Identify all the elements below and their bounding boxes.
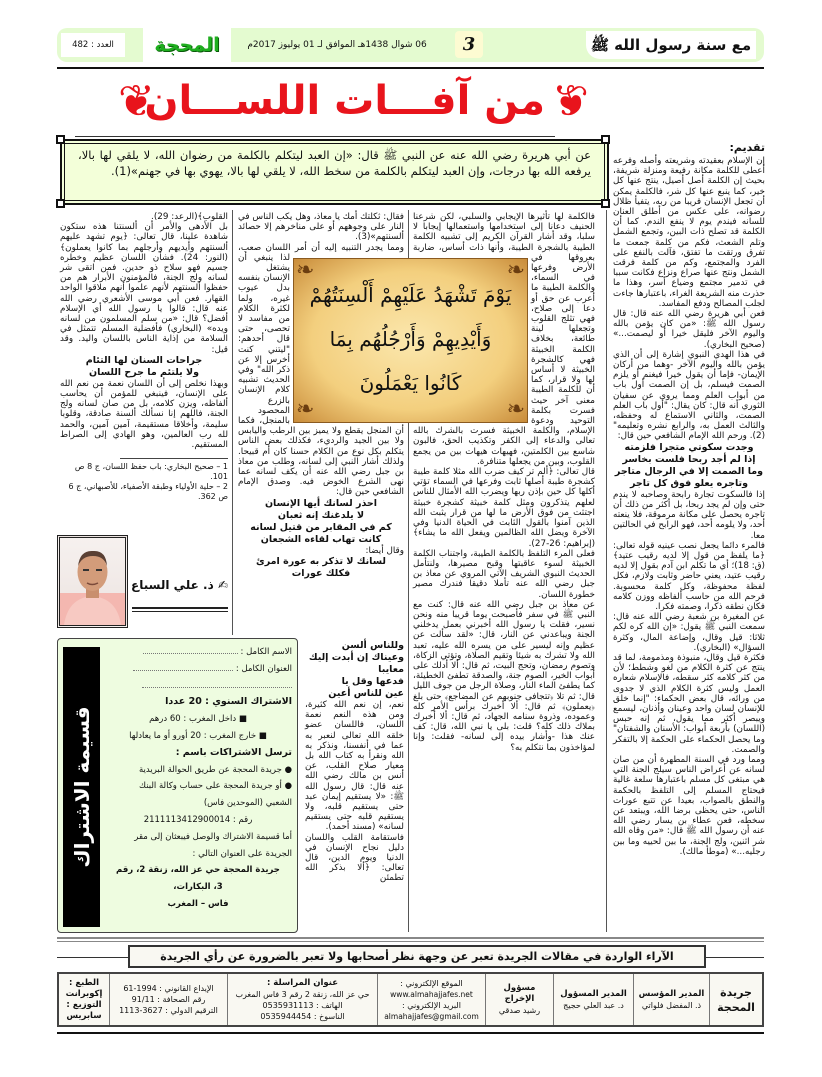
verse: كانت تهاب لقاءه الشجعان xyxy=(260,533,382,545)
poem xyxy=(60,355,228,379)
poem xyxy=(305,640,404,700)
value: الترقيم الدولي : 3627-1113 xyxy=(119,1006,218,1015)
column-divider xyxy=(232,210,233,635)
author-photo xyxy=(57,535,128,628)
paragraph: عن معاذ بن جبل رضي الله عنه قال: كنت مع النبي ﷺ في سفر فأصبحت يوما قريبا منه ونحن نسير، فقلت يا رسول الله أخبرني بعمل يدخلني الجنة ويباعدني عن النار، قال: «لقد سألت عن عظيم وإنه ليسير على من يسره الله عليه، تعبد الله ولا تشرك به شيئا وتقيم الصلاة، وتؤتي الزكاة، وتصوم رمضان، وتحج البيت، ثم قال: ألا أدلك على أبواب الخير، الصوم جنة، والصدقة تطفئ الخطيئة، كما يطفئ الماء النار، وصلاة الرجل من جوف الليل قال: ثم تلا ﴿تتجافى جنوبهم عن المضاجع﴾ حتى بلغ ﴿يعملون﴾ ثم قال: ألا أخبرك برأس الأمر كله وعموده، وذروة سنامه الجهاد، ثم قال: ألا أخبرك بملاك ذلك كله؟ قلت: بلى يا نبي الله، قال: كف عنك هذا -وأشار بيده إلى لسانه- فقلت: وإنا لمؤاخذون بما نتكلم به؟ xyxy=(413,599,595,753)
pen-icon: ✍ xyxy=(213,578,228,592)
verse: عين للناس أعين xyxy=(328,688,404,699)
square-bullet-icon: ■ xyxy=(236,714,247,725)
disclaimer-notice: الآراء الواردة في مقالات الجريدة تعبر عن وجهة نظر أصحابها ولا تعبر بالضرورة عن رأي الجريدة xyxy=(128,945,706,968)
section-title: مع سنة رسول الله ﷺ xyxy=(586,31,756,59)
column-divider xyxy=(606,210,607,932)
verse: وعيناك إن أبدت إليك معايبا xyxy=(308,652,404,675)
paper-name: جريدة المحجة xyxy=(717,985,755,1014)
mail-note: أما قسيمة الاشتراك والوصل فيبعثان إلى مقر xyxy=(134,831,292,842)
address-field-line2[interactable] xyxy=(142,680,292,688)
verse: لسانك لا تذكر به عورة امرئ xyxy=(256,555,386,567)
payment-option-cont: الشعبي (الموحدين فاس) xyxy=(203,798,292,809)
mail-address: فاس – المغرب xyxy=(167,898,229,909)
section-heading: تقديم: xyxy=(729,141,765,154)
author-name-text: ذ. علي السباع xyxy=(131,578,214,592)
paragraph: القلوب﴾(الرعد: 29). xyxy=(151,212,228,222)
paragraph: ومما ورد في السنة المطهرة أن من صان لسانه عن أعراض الناس سيلج الجنة التي هي مبتغى كل مسلم باعتبارها سلعة غالية فيحتاج المسلم إلى التلفظ بالحكمة والنطق بالصواب، بعيدا عن تتبع عورات الناس، حتى يحظى برضا الله، ويبتعد عن سخطه، فعن عطاء بن يسار رضي الله عنه أن رسول الله ﷺ قال: «من وقاه الله شر اثنين، ولج الجنة، ما بين لحييه وما بين رجليه...» (موطأ مالك). xyxy=(613,754,765,857)
address-field[interactable] xyxy=(133,663,233,671)
poem xyxy=(238,498,404,546)
ornament-icon: ❧ xyxy=(296,397,315,422)
send-to-heading: ترسل الاشتراكات باسم : xyxy=(175,746,292,758)
poem xyxy=(238,556,404,580)
article-column-3-continued xyxy=(305,640,404,884)
subscription-body xyxy=(104,644,292,913)
verse: احذر لسانك أيها الإنسان xyxy=(264,497,378,509)
verse: فدعها وقل يا xyxy=(341,676,404,687)
corner-decoration xyxy=(601,135,610,144)
divider xyxy=(57,1032,764,1034)
divider xyxy=(120,458,228,459)
imprint-director xyxy=(553,974,633,1025)
quran-quote: قال تعالى: ﴿ألم تر كيف ضرب الله مثلا كلمة طيبة كشجرة طيبة أصلها ثابت وفرعها في السماء تؤتي أكلها كل حين بإذن ربها ويضرب الله الأمثال للناس لعلهم يتذكرون ومثل كلمة خبيثة كشجرة خبيثة اجتثت من فوق الأرض ما لها من قرار يثبت الله الذين آمنوا بالقول الثابت في الحياة الدنيا وفي الآخرة ويضل الله الظالمين ويفعل الله ما يشاء﴾ (إبراهيم: 26-27). xyxy=(413,467,595,549)
paragraph: فالكلمة لها تأثيرها الإيجابي والسلبي، لكن شرعنا الحنيف دعانا إلى استخدامها واستعمالها إيجابا لا سلبا، وقد أشار القرآن الكريم إلى تشبيه الكلمة الطيبة بالشجرة الطيبة، وأنها ذات أساس، ضاربة بعروقها في الأرض وفرعها في السماء، والكلمة الطيبة ما أعرب عن حق أو دعا إلى صلاح، فهي تثلج القلوب وتجعلها لينة طائعة، بخلاف الكلمة الخبيثة فهي كالشجرة الخبيثة لا أساس لها ولا قرار، كما أن للكلمة الطيبة معنى آخر حيث فسرت بكلمة التوحيد ودعوة الإسلام، والكلمة الخبيثة فسرت بالشرك بالله تعالى والدعاء إلى الكفر وتكذيب الحق، فالبون شاسع بين الكلمتين، فهيهات هيهات بين من يجمع القلوب، وبين من يجعلها متنافرة. xyxy=(413,212,595,467)
page-number: 3 xyxy=(455,31,483,58)
divider xyxy=(132,607,228,612)
subscription-band xyxy=(63,647,100,927)
paragraph: بل الأدهى والأمر أن ألسنتنا هذه ستكون شاهدة علينا، قال تعالى: ﴿يوم تشهد عليهم ألسنتهم وأيديهم وأرجلهم بما كانوا يعملون﴾(النور: 24). فشأن اللسان عظيم وخطره جسيم فهو سلاح ذو حدين. فمن اتقى شر لسانه ولج الجنة، فالمؤمنون الأبرار هم من حفظوا ألسنتهم لأنهم علموا أنهم ملاقوا الواحد القهار. فعن أبي موسى الأشعري رضي الله عنه قال: قالوا يا رسول الله أي الإسلام أفضل؟ قال: «من سلم المسلمون من لسانه ويده» (البخاري) فأفضلية المسلم تتمثل في السلامة من إذاية الناس باللسان واليد. وقد قيل: xyxy=(60,222,228,355)
hadith-quote-box xyxy=(60,139,609,205)
imprint-address xyxy=(227,974,377,1025)
value: الإيداع القانوني : 1994-61 xyxy=(123,984,214,993)
footnote: 2 – حلية الأولياء وطبقة الأصفياء، للأصبهاني، ج 6 ص 362. xyxy=(68,482,228,501)
verse: إذا لم أجد ربحا فلست بخاسر xyxy=(622,453,756,465)
value: د. عبد العلي حجيج xyxy=(563,1000,624,1010)
imprint-legal xyxy=(109,974,227,1025)
name-field[interactable] xyxy=(143,646,238,654)
value: حي عز الله، زنقة 2 رقم 3 فاس المغرب xyxy=(235,989,370,999)
mail-address: 3، البكارات، xyxy=(173,882,223,893)
verse: ولا يلتئم ما جرح اللسان xyxy=(89,366,199,378)
imprint-print xyxy=(59,974,109,1025)
verse: كم في المقابر من قتيل لسانه xyxy=(250,521,392,533)
annual-subscription: الاشتراك السنوي : 20 عددا xyxy=(165,696,292,708)
value: ذ. المفضل فلواتي xyxy=(641,1000,702,1010)
article-column-right xyxy=(613,156,765,857)
bullet-icon: ● xyxy=(281,781,292,792)
corner-decoration xyxy=(56,135,65,144)
ornament-icon: ❧ xyxy=(506,258,525,283)
email-link[interactable]: almahajjafes@gmail.com xyxy=(384,1011,479,1021)
paragraph: نعم، إن نعم الله كثيرة، ومن هذه النعم نعمة اللسان، فاللسان عضو خلقه الله تعالى لنعبر به عما في أنفسنا، ونذكر به الله ونقرأ به كتاب الله بل معيار صلاح القلب، عن أنس بن مالك رضي الله عنه قال: قال رسول الله ﷺ: «لا يستقيم إيمان عبد حتى يستقيم قلبه، ولا يستقيم قلبه حتى يستقيم لسانه» (مسند أحمد). xyxy=(305,700,404,833)
value: رقم الصحافة : 91/11 xyxy=(131,995,206,1004)
name-label: الاسم الكامل : xyxy=(240,647,292,657)
verse: لا يلدغنك إنه ثعبان xyxy=(277,509,365,521)
paragraph: ومما يجدر التنبيه إليه أن أمر اللسان صعب، لذا ينبغي أن يشتغل الإنسان بنفسه بدل عيوب غيره، ولما لكثرة الكلام من مفاسد لا تحصى، حتى قال أحدهم: "ليتني كنت أخرس إلا عن ذكر الله" وفي الحديث تشبيه كلام الإنسان بالزرع المحصود بالمنجل، فكما أن المنجل يقطع ولا يميز بين الرطب واليابس ولا بين الجيد والرديء، فكذلك بعض الناس يتكلم بكل نوع من الكلام حسنا كان أم قبيحا. ولذلك أشار النبي إلى لسانه، وطلب من معاذ بن جبل رضي الله عنه أن يكف لسانه عما نهى الشرع الخوض فيه. وصدق الإمام الشافعي حين قال: xyxy=(238,242,404,498)
divider xyxy=(57,937,764,942)
paragraph: وبهذا نخلص إلى أن اللسان نعمة من نعم الله على الإنسان، فينبغي للمؤمن أن يحاسب ألفاظه، ويزن كلامه، بل من صان لسانه ولج الجنة، فاللهم إنا نسألك ألسنة صادقة، وقلوبا سليمة، وأخلاقا مستقيمة، آمين آمين، والحمد لله رب العالمين، وهو الهادي إلى الصراط المستقيم. xyxy=(60,378,228,451)
subscription-band-label: قسيمة الاشتراك xyxy=(69,706,94,868)
article-column-left xyxy=(60,212,228,450)
label: مسؤول الإخراج xyxy=(503,983,536,1004)
ornament-icon: ❧ xyxy=(296,258,315,283)
ornament-icon: ❧ xyxy=(506,397,525,422)
paragraph: إن الإسلام بعقيدته وشريعته وأصله وفرعه أعطى للكلمة مكانة رفيعة ومنزلة شريفة، بحيث إن الكلمة أصل أصيل، ينتج عنها كل خير، كما ينبع عنها كل شر، فالكلمة يمكن أن تجعل الإنسان قريبا من ربه، يتفيأ ظلال رضوانه، على عكس من أطلق العنان للسانه فيندم يوم لا ينفع الندم. كما أن الكلمة قد تصلح ذات البين، وتجمع الشمل وتلم الشعث، فكم من كلمة جمعت ما تفرق ورتقت ما تفتق، فآلت بالنفع على الفرد والمجتمع، وكم من كلمة فرقت الشمل ونتج عنها صراع ونزاع فكانت سببا في تدمير مجتمع وضياع أسر، وهذا ما حذرت منه الشريعة الغراء، باعتبارها جاءت لجلب المصالح ودفع المفاسد. xyxy=(613,156,765,309)
verse: جراحات السنان لها التئام xyxy=(85,354,203,366)
price-outside: خارج المغرب : 20 أورو أو ما يعادلها xyxy=(129,730,257,741)
ornament-icon: ❦ xyxy=(118,76,155,127)
label: الموقع الإلكتروني : xyxy=(400,978,463,988)
paragraph: فعن أبي هريرة رضي الله عنه قال: قال رسول الله ﷺ: «من كان يؤمن بالله واليوم الآخر فليقل خيرا أو ليصمت...» (صحيح البخاري). xyxy=(613,309,765,350)
issue-date: 06 شوال 1438هـ الموافق لـ 01 يوليوز 2017م xyxy=(247,40,427,50)
paragraph: فعلى المرء التلفظ بالكلمة الطيبة، واجتناب الكلمة الخبيثة لسوء عاقبتها وقبح مصيرها، ولنتأمل الحديث النبوي الشريف الآتي المروي عن معاذ بن جبل رضي الله عنه تأملا دقيقا فندرك مصير خطورة اللسان. xyxy=(413,548,595,600)
paragraph: إذا فالسكوت تجارة رابحة وصاحبه لا يندم حتى وإن لم يجد ربحا، بل أكثر من ذلك أن تاجره يحصل على مكانة مرموقة، فلا ينعته أحد، ولا يلومه أحد، فهو الرابح في الحالتين معا. xyxy=(613,489,765,541)
label: البريد الإلكتروني : xyxy=(402,1000,461,1010)
square-bullet-icon: ■ xyxy=(256,730,267,741)
verse: فكلك عورات xyxy=(291,567,351,579)
subscription-form xyxy=(57,638,298,933)
ornament-icon: ❦ xyxy=(552,76,589,127)
page-header xyxy=(57,28,764,62)
imprint-paper xyxy=(709,974,762,1025)
paragraph: فاستقامة القلب واللسان دليل نجاح الإنسان في الدنيا ويوم الدين، قال تعالى: ﴿ألا بذكر الله تطمئن xyxy=(305,832,404,884)
paragraph: فقال: ثكلتك أمك يا معاذ، وهل يكب الناس في النار على وجوههم أو على مناخرهم إلا حصائد ألسنتهم»(3). xyxy=(238,212,404,243)
paragraph: وقال أيضا: xyxy=(365,545,404,556)
imprint-table xyxy=(57,972,764,1027)
price-inside: داخل المغرب : 60 درهم xyxy=(149,714,237,725)
masthead-logo: المحجة xyxy=(143,28,231,62)
verse: وما الصمت إلا في الرجال متاجر xyxy=(614,465,764,477)
paragraph: عن المغيرة بن شعبة رضي الله عنه قال: سمعت النبي ﷺ يقول: «إن الله كره لكم ثلاثا: قيل وقال، وإضاعة المال، وكثرة السؤال» (البخاري). xyxy=(613,612,765,653)
paragraph: فالمرء دائما يجعل نصب عينيه قوله تعالى: ﴿ما يلفظ من قول إلا لديه رقيب عتيد﴾ (ق: 18)؛ أي ما تكلم ابن آدم بقول إلا لديه رقيب عتيد، يعني حاضر وثابت ولازم، فكل لفظة محفوظة، وكل كلمة محسوبة. فرحم الله من حاسب ألفاظه ووزن كلامه فكان نطقه ذكرا، وصمته فكرا. xyxy=(613,540,765,612)
label: المدير المسؤول xyxy=(560,988,627,999)
paragraph: فكثرة قيل وقال، منبوذة ومذمومة، لما قد ينتج عن كثرة الكلام من لغو وشطط؛ لأن من كثر كلامه كثر سقطه، فالإسلام شعاره العمل وليس كثرة الكلام الذي لا جدوى من ورائه، قال بعض الحكماء: "إنما خلق للإنسان لسان واحد وعينان وأذنان، ليسمع ويبصر أكثر مما يقول، ثم إنه حبس (اللسان) بأربعة أبواب: الأسنان والشفتان" وما يحصل الحكماء على الحكمة إلا بالتفكر والصمت. xyxy=(613,652,765,755)
footnote: 1 – صحيح البخاري: باب حفظ اللسان، ج 8 ص 101. xyxy=(74,462,228,481)
footnotes xyxy=(60,462,228,502)
calligraphy-artwork xyxy=(293,258,528,423)
mail-address: جريدة المحجة حي عز الله، زنقة 2، رقم xyxy=(116,865,280,876)
fax: الناسوخ : 0535944454 xyxy=(260,1011,345,1021)
value: الطبع : إكوبرانت xyxy=(65,977,103,999)
phone: الهاتف : 0535931113 xyxy=(262,1000,343,1010)
payment-option: أو جريدة المحجة على حساب وكالة البنك xyxy=(139,781,282,792)
author-name xyxy=(132,578,228,592)
payment-option: جريدة المحجة عن طريق الحوالة البريدية xyxy=(138,764,282,775)
paragraph: في هذا الهدي النبوي إشارة إلى أن الذي يؤمن بالله واليوم الآخر -وهما من أركان الإيمان- فإما أن يقول خيرا فيغنم أو يلزم الصمت فيسلم، بل إن الصمت أول باب من أبواب العلم ومما يروى عن سفيان الثوري أنه قال: كان يقال: "أول باب العلم الصمت، والثاني الاستماع له وحفظه، والثالث العمل به، والرابع نشره وتعليمه"(2). ورحم الله الإمام الشافعي حين قال: xyxy=(613,349,765,442)
hadith-quote: عن أبي هريرة رضي الله عنه عن النبي ﷺ قال: «إن العبد ليتكلم بالكلمة من رضوان الله، لا يلقي لها بالا، يرفعه الله بها درجات، وإن العبد ليتكلم بالكلمة من سخط الله، لا يلقي لها بالا، يهوي بها في جهنم»(1). xyxy=(78,148,591,178)
corner-decoration xyxy=(601,199,610,208)
divider xyxy=(75,136,555,137)
poem xyxy=(613,442,765,490)
imprint-web xyxy=(377,974,485,1025)
corner-decoration xyxy=(56,199,65,208)
imprint-layout xyxy=(485,974,553,1025)
verse: وللناس ألسن xyxy=(341,640,404,651)
verse: وتاجره يعلو فوق كل تاجر xyxy=(630,477,748,489)
label: عنوان المراسلة : xyxy=(266,977,339,988)
quran-verse-calligraphy: يَوْمَ تَشْهَدُ عَلَيْهِمْ أَلْسِنَتُهُمْ وَأَيْدِيهِمْ وَأَرْجُلُهُم بِمَا كَانُوا يَعْمَلُونَ xyxy=(309,283,512,395)
mail-note: الجريدة على العنوان التالي : xyxy=(192,848,292,859)
article-title: من آفـــات اللســـان xyxy=(144,78,545,124)
bullet-icon: ● xyxy=(281,764,292,775)
account-number: رقم : 2111113412900014 xyxy=(143,814,253,825)
website-link[interactable]: www.almahajjafes.net xyxy=(390,989,473,999)
verse: وجدت سكوتي متجرا فلزمته xyxy=(624,441,754,453)
value: رشيد صدقي xyxy=(498,1006,541,1015)
imprint-founder xyxy=(633,974,709,1025)
label: المدير المؤسس xyxy=(638,988,705,999)
issue-number: العدد : 482 xyxy=(61,33,125,57)
address-label: العنوان الكامل : xyxy=(235,663,292,674)
value: التوزيع : سابريس xyxy=(66,999,102,1021)
